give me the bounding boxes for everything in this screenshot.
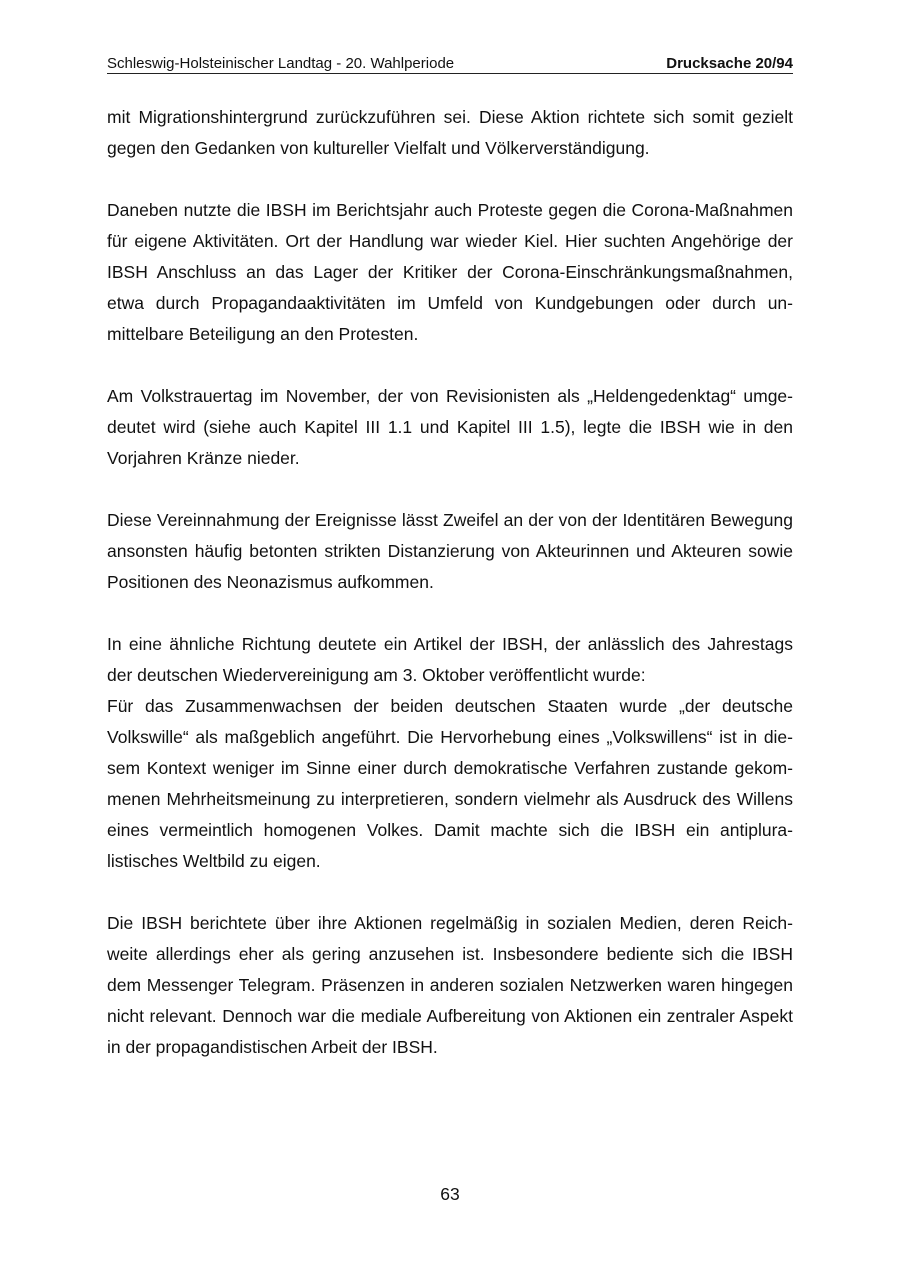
paragraph: Die IBSH berichtete über ihre Aktionen regelmäßig in sozialen Medien, deren Reichweite allerdings eher als gering anzusehen ist. Insbesondere bediente sich die IBSH dem Messenger Telegram. Präsenzen in anderen sozialen Netzwerken waren hingegen nicht relevant. Dennoch war die mediale Aufbereitung von Aktionen ein zentraler Aspekt in der propagandistischen Arbeit der IBSH.: [107, 913, 793, 1057]
page-header: [107, 54, 793, 74]
paragraph: mit Migrationshintergrund zurückzuführen sei. Diese Aktion richtete sich somit gezielt gegen den Gedanken von kultureller Vielfalt und Völkerverständigung.: [107, 107, 793, 158]
paragraph: Diese Vereinnahmung der Ereignisse lässt Zweifel an der von der Identitären Bewegung ansonsten häufig betonten strikten Distanzierung von Akteurinnen und Akteuren sowie Positionen des Neonazismus aufkommen.: [107, 510, 793, 592]
paragraph: Für das Zusammenwachsen der beiden deutschen Staaten wurde „der deutsche Volkswille“ als maßgeblich angeführt. Die Hervorhebung eines „Volkswillens“ ist in diesem Kontext weniger im Sinne einer durch demokratische Verfahren zustande gekommenen Mehrheitsmeinung zu interpretieren, sondern vielmehr als Ausdruck des Willens eines vermeintlich homogenen Volkes. Damit machte sich die IBSH ein antipluralistisches Weltbild zu eigen.: [107, 696, 793, 871]
paragraph: Daneben nutzte die IBSH im Berichtsjahr auch Proteste gegen die Corona-Maßnahmen für eigene Aktivitäten. Ort der Handlung war wieder Kiel. Hier suchten Angehörige der IBSH Anschluss an das Lager der Kritiker der Corona-Einschränkungsmaßnahmen, etwa durch Propagandaaktivitäten im Umfeld von Kundgebungen oder durch unmittelbare Beteiligung an den Protesten.: [107, 200, 793, 344]
document-number: Drucksache 20/94: [666, 55, 793, 72]
page-number: 63: [440, 1184, 460, 1204]
header-title: Schleswig-Holsteinischer Landtag - 20. Wahlperiode: [107, 55, 455, 72]
paragraph: In eine ähnliche Richtung deutete ein Artikel der IBSH, der anlässlich des Jahrestags der deutschen Wiedervereinigung am 3. Oktober veröffentlicht wurde:: [107, 634, 793, 685]
paragraph: Am Volkstrauertag im November, der von Revisionisten als „Heldengedenktag“ umgedeutet wird (siehe auch Kapitel III 1.1 und Kapitel III 1.5), legte die IBSH wie in den Vorjahren Kränze nieder.: [107, 386, 793, 468]
page-body: [107, 102, 793, 1063]
